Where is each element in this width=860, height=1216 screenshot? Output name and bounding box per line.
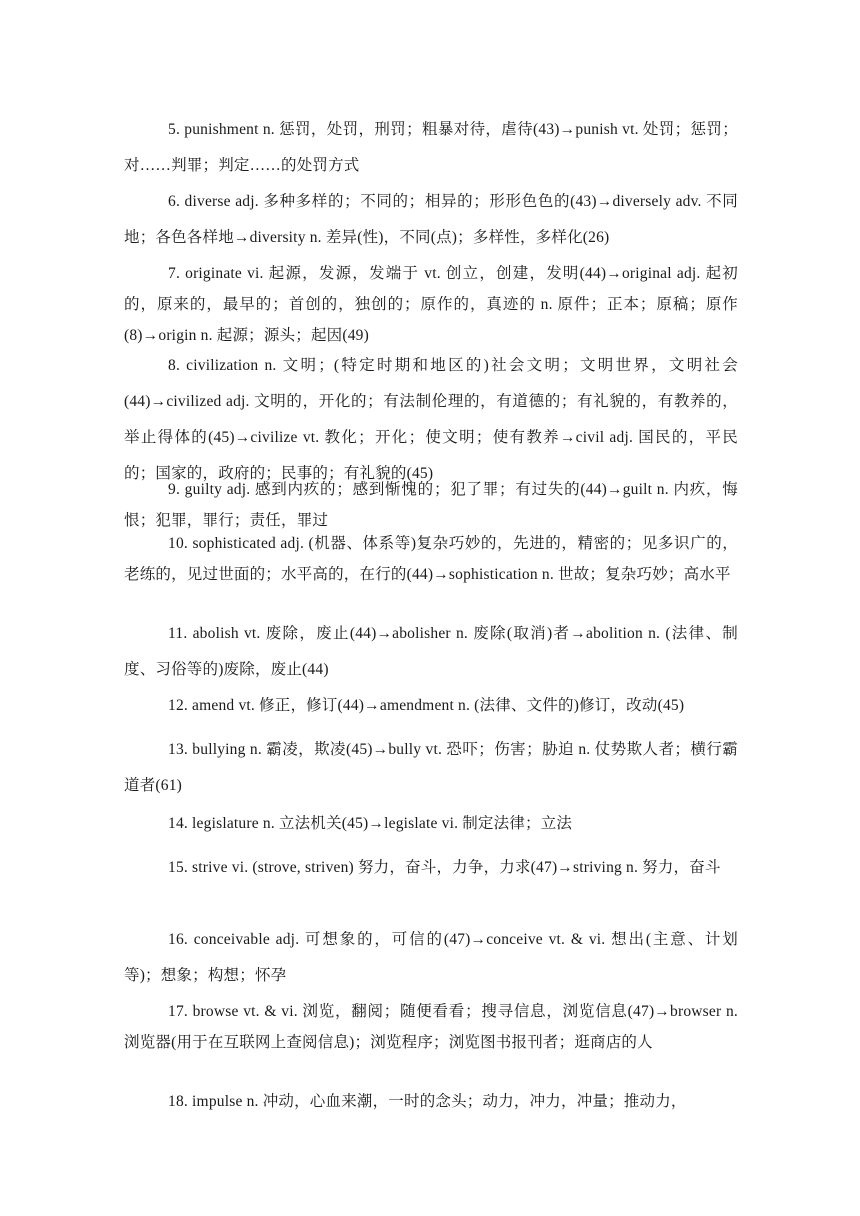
vocab-entry-11: 11. abolish vt. 废除，废止(44)→abolisher n. 废除(取消)者→abolition n. (法律、制度、习俗等的)废除，废止(44) <box>124 625 738 678</box>
vocab-entry-12: 12. amend vt. 修正，修订(44)→amendment n. (法律、文件的)修订，改动(45) <box>168 697 685 714</box>
vocab-entry-18: 18. impulse n. 冲动，心血来潮，一时的念头；动力，冲力，冲量；推动力， <box>168 1093 687 1110</box>
vocab-entry-10: 10. sophisticated adj. (机器、体系等)复杂巧妙的，先进的，精密的；见多识广的，老练的，见过世面的；水平高的，在行的(44)→sophistication n. 世故；复杂巧妙；高水平 <box>124 535 738 583</box>
vocab-entry-7: 7. originate vi. 起源，发源，发端于 vt. 创立，创建，发明(44)→original adj. 起初的，原来的，最早的；首创的，独创的；原作的，真迹的 n. 原件；正本；原稿；原作(8)→origin n. 起源；源头；起因(49) <box>124 265 738 344</box>
vocab-entry-8: 8. civilization n. 文明；(特定时期和地区的)社会文明；文明世界，文明社会(44)→civilized adj. 文明的，开化的；有法制伦理的，有道德的；有礼貌的，有教养的，举止得体的(45)→civilize vt. 教化；开化；使文明；使有教养→civil adj. 国民的，平民的；国家的，政府的；民事的；有礼貌的(45) <box>124 357 738 482</box>
vocab-entry-6: 6. diverse adj. 多种多样的；不同的；相异的；形形色色的(43)→diversely adv. 不同地；各色各样地→diversity n. 差异(性)，不同(点)；多样性，多样化(26) <box>124 193 738 246</box>
vocab-entry-16: 16. conceivable adj. 可想象的，可信的(47)→conceive vt. & vi. 想出(主意、计划等)；想象；构想；怀孕 <box>124 931 738 984</box>
vocab-entry-13: 13. bullying n. 霸凌，欺凌(45)→bully vt. 恐吓；伤害；胁迫 n. 仗势欺人者；横行霸道者(61) <box>124 741 738 794</box>
vocab-entry-9: 9. guilty adj. 感到内疚的；感到惭愧的；犯了罪；有过失的(44)→guilt n. 内疚，悔恨；犯罪，罪行；责任，罪过 <box>124 481 738 529</box>
vocab-entry-14: 14. legislature n. 立法机关(45)→legislate vi. 制定法律；立法 <box>168 815 573 832</box>
vocab-entry-5: 5. punishment n. 惩罚，处罚，刑罚；粗暴对待，虐待(43)→punish vt. 处罚；惩罚；对……判罪；判定……的处罚方式 <box>124 121 738 174</box>
vocab-entry-17: 17. browse vt. & vi. 浏览，翻阅；随便看看；搜寻信息，浏览信息(47)→browser n. 浏览器(用于在互联网上查阅信息)；浏览程序；浏览图书报刊者；逛商店的人 <box>124 1003 738 1051</box>
vocab-entry-15: 15. strive vi. (strove, striven) 努力，奋斗，力争，力求(47)→striving n. 努力，奋斗 <box>168 859 721 876</box>
